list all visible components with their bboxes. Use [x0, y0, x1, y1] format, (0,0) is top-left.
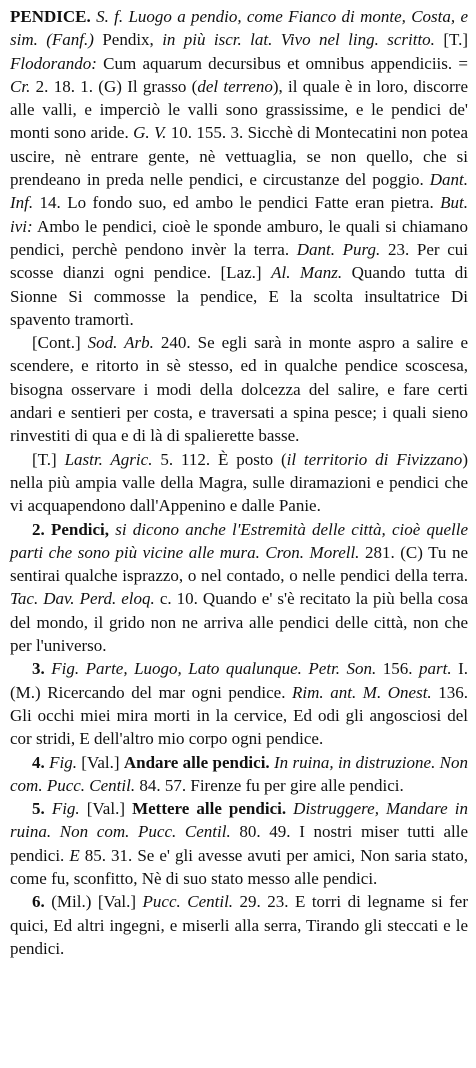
sense-6-paragraph — [10, 890, 468, 960]
text-run: E — [69, 845, 80, 865]
sense-5-paragraph — [10, 797, 468, 890]
text-run: Sod. Arb. — [87, 333, 154, 353]
text-run: il territorio di Fivizzano — [286, 449, 463, 469]
text-run: 240. Se egli sarà in monte aspro a salire e scendere, e ritorto in sè stesso, ed in qualche pendice scoscesa, bisogna osservare i modi della dolcezza del salire, e fare certi andari e sentieri per costa, e traversati a spina pesce; i quali sieno rinvestiti di qua e di là di spalierette basse. — [10, 333, 468, 446]
text-run: 2. Pendici, — [32, 519, 110, 539]
sense-2-paragraph — [10, 518, 468, 658]
sense-4-paragraph — [10, 751, 468, 798]
entry-pendice — [10, 5, 468, 331]
text-run: G. V. — [133, 123, 167, 143]
text-run: Dant. Inf. — [10, 170, 468, 213]
text-run: 84. 57. Firenze fu per gire alle pendici. — [135, 775, 404, 795]
text-run: [T.] — [32, 449, 65, 469]
text-run: 156. — [376, 659, 420, 679]
text-run: 4. — [32, 752, 45, 772]
text-run: 281. (C) Tu ne sentirai qualche isprazzo, o nel contado, o nelle pendici della terra. — [10, 542, 469, 586]
text-run: in più iscr. lat. — [162, 30, 273, 50]
text-run: In ruina, in distruzione. Non com. Pucc. Centil. — [10, 752, 469, 795]
text-run: Flodorando: — [10, 53, 97, 73]
text-run: I. (M.) Ricercando del mar ogni pendice. — [10, 659, 469, 702]
text-run: 136. Gli occhi miei mira morti in la cervice, Ed odi gli angosciosi del cor stridi, E dell'altro mio corpo ogni pendice. — [10, 682, 469, 749]
text-run: [Val.] — [76, 752, 124, 772]
text-run: S. f. Luogo a pendio, come Fianco di monte, Costa, e sim. (Fanf.) — [10, 7, 468, 50]
text-run: 6. — [32, 892, 45, 912]
text-run: 2. 18. 1. (G) Il grasso ( — [30, 76, 198, 96]
text-run: [T.] — [434, 30, 469, 50]
text-run: Ambo le pendici, cioè le sponde amburo, le quali si chiamano pendici, perchè pendono invèr la terra. — [10, 216, 468, 259]
text-run: Andare alle pendici. — [123, 752, 270, 772]
text-run: Rim. ant. M. Onest. — [292, 682, 432, 702]
text-run: 80. 49. I nostri miser tutti alle pendici. — [10, 822, 468, 865]
text-run: si dicono anche l'Estremità delle città, cioè quelle parti che sono più vicine alle mura. Cron. Morell. — [10, 519, 468, 562]
text-run: 85. 31. Se e' gli avesse avuti per amici, Non saria stato, come fu, sconfitto, Nè di suo stato messo alle pendici. — [10, 845, 468, 888]
text-run: Cum aquarum decursibus et omnibus appendiciis. = — [96, 53, 468, 73]
text-run: Lastr. Agric. — [64, 449, 153, 469]
text-run: Vivo nel ling. scritto. — [280, 30, 435, 50]
text-run: 3. — [32, 659, 45, 679]
text-run: c. 10. Quando e' s'è recitato la più bella cosa del mondo, il grido non ne arriva alle pendici delle città, non che per l'universo. — [10, 589, 468, 656]
text-run: 5. 112. È posto ( — [152, 449, 287, 469]
text-run: Cr. — [10, 76, 31, 96]
text-run: Pendix, — [93, 30, 163, 50]
text-run: 23. Per cui scosse dianzi ogni pendice. [Laz.] — [10, 239, 468, 283]
text-run: Fig. — [51, 799, 80, 819]
sense-3-paragraph — [10, 657, 468, 750]
text-run: Dant. Purg. — [296, 239, 381, 259]
text-run: part. — [419, 659, 452, 679]
text-run: Al. Manz. — [271, 263, 343, 283]
text-run: Mettere alle pendici. — [132, 799, 287, 819]
text-run: (Mil.) [Val.] — [44, 892, 143, 912]
text-run: 10. 155. 3. Sicchè di Montecatini non potea uscire, nè entrare gente, nè vettuaglia, se non quello, che si prendeano in preda nelle pendici, e circustanze del poggio. — [10, 123, 468, 190]
text-run: Quando tutta di Sionne Si commosse la pendice, E la scolta insultatrice Di spavento tramortì. — [10, 263, 468, 329]
text-run: Fig. Parte, Luogo, Lato qualunque. Petr. Son. — [51, 659, 377, 679]
text-run — [45, 799, 52, 818]
text-run — [272, 30, 280, 49]
citation-paragraph-cont — [10, 331, 468, 447]
text-run: [Cont.] — [32, 333, 88, 353]
text-run: Distruggere, Mandare in ruina. Non com. Pucc. Centil. — [10, 799, 469, 842]
text-run: Fig. — [49, 752, 77, 772]
text-run: 14. Lo fondo suo, ed ambo le pendici Fatte eran pietra. — [33, 193, 441, 213]
text-run: del terreno — [197, 76, 273, 96]
text-run: ) nella più ampia valle della Magra, sulle diramazioni e pendici che vi acquapendono dall'Appenino e dalle Panie. — [10, 449, 468, 516]
text-run: Tac. Dav. Perd. eloq. — [10, 589, 155, 609]
citation-paragraph-lastra — [10, 448, 468, 518]
text-run: ), il quale è in loro, discorre alle valli, e imperciò le valli sono grassissime, e le pendici de' monti sono aride. — [10, 76, 469, 143]
text-run: PENDICE. — [10, 7, 91, 26]
text-run: [Val.] — [79, 799, 133, 819]
text-run: 29. 23. E torri di legname si fer quici, Ed altri ingegni, e miserli alla serra, Tirando gli steccati e le pendici. — [10, 892, 469, 958]
text-run: 5. — [32, 799, 45, 819]
text-run: Pucc. Centil. — [142, 892, 234, 912]
text-run: But. ivi: — [10, 193, 468, 236]
